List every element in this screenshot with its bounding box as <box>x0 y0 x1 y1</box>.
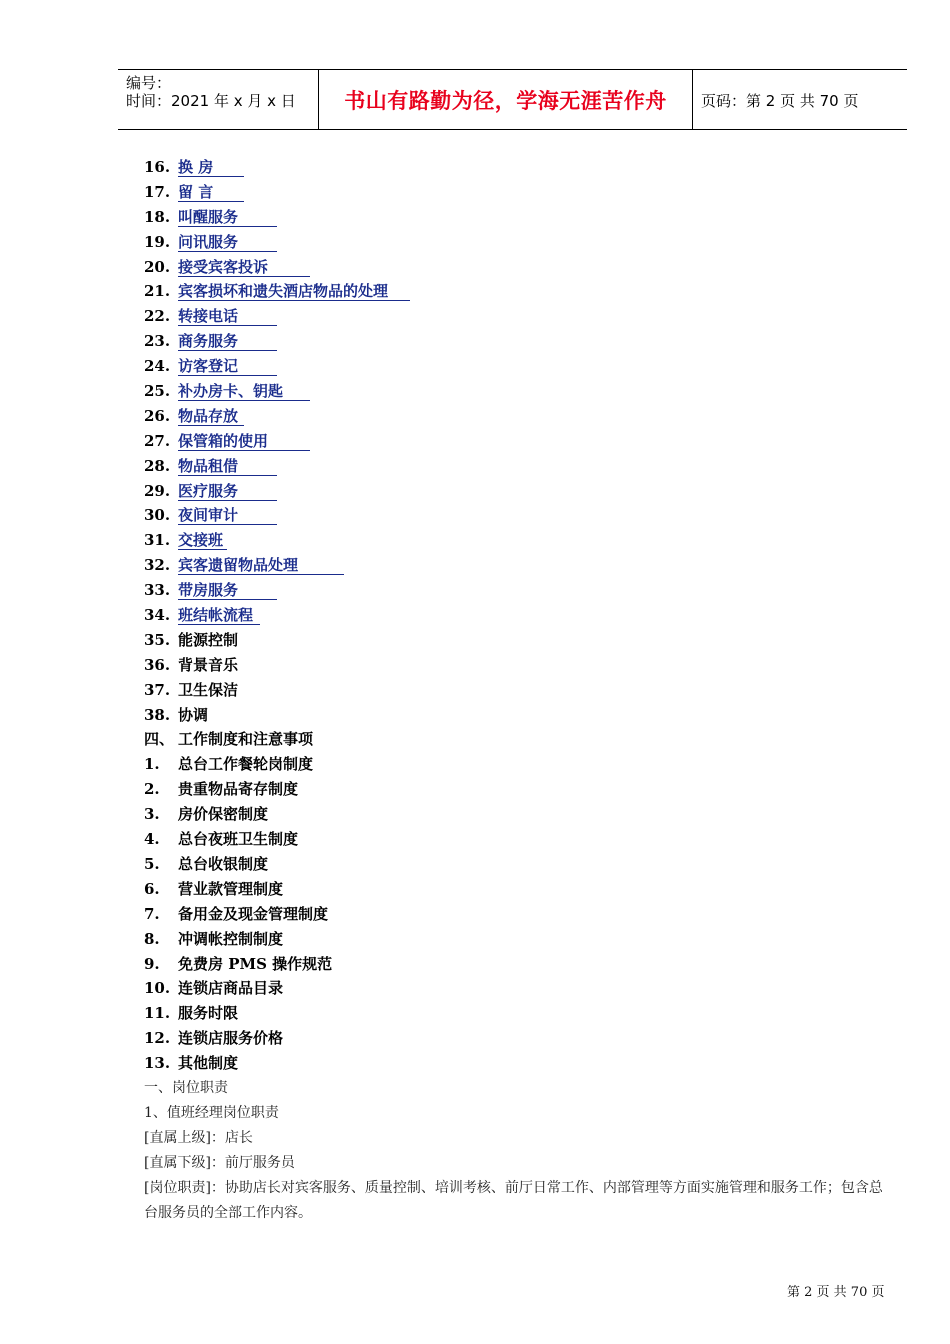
toc-item <box>144 1001 904 1026</box>
toc-item-number: 37. <box>144 680 171 699</box>
toc-item-label: 连锁店服务价格 <box>178 1029 284 1048</box>
toc-link[interactable]: 交接班 <box>178 532 227 550</box>
toc-link[interactable]: 问讯服务 <box>178 234 277 252</box>
toc-link[interactable]: 留 言 <box>178 184 244 202</box>
toc-item-label: 总台夜班卫生制度 <box>178 830 299 849</box>
toc-item-number: 22. <box>144 307 171 326</box>
toc-item-label: 冲调帐控制制度 <box>178 929 284 948</box>
toc-item <box>144 354 904 379</box>
section-heading: 一、岗位职责 <box>144 1080 228 1096</box>
toc-item <box>144 976 904 1001</box>
toc-item-number: 31. <box>144 531 171 550</box>
toc-item-label: 贵重物品寄存制度 <box>178 780 299 799</box>
direct-superior: [直属上级]：店长 <box>144 1130 253 1146</box>
toc-item-number: 34. <box>144 606 171 625</box>
toc-item <box>144 653 904 678</box>
toc-item-number: 27. <box>144 431 171 450</box>
toc-item-number: 7. <box>144 904 160 923</box>
toc-item <box>144 902 904 927</box>
toc-item-number: 35. <box>144 630 171 649</box>
direct-subordinate: [直属下级]：前厅服务员 <box>144 1155 295 1171</box>
toc-item <box>144 230 904 255</box>
toc-item-number: 20. <box>144 257 171 276</box>
header-motto-cell <box>318 70 693 129</box>
toc-link[interactable]: 物品租借 <box>178 458 277 476</box>
toc-item-number: 13. <box>144 1054 171 1073</box>
toc-item <box>144 1026 904 1051</box>
toc-item-number: 5. <box>144 854 160 873</box>
toc-item-label: 备用金及现金管理制度 <box>178 904 329 923</box>
toc-item <box>144 304 904 329</box>
toc-item-number: 18. <box>144 207 171 226</box>
toc-item <box>144 827 904 852</box>
toc-item-number: 19. <box>144 232 171 251</box>
toc-item-number: 12. <box>144 1029 171 1048</box>
toc-link[interactable]: 商务服务 <box>178 333 277 351</box>
toc-link[interactable]: 访客登记 <box>178 358 277 376</box>
toc-item-number: 33. <box>144 581 171 600</box>
toc-item-number: 30. <box>144 506 171 525</box>
toc-item <box>144 628 904 653</box>
toc-item-number: 36. <box>144 655 171 674</box>
toc-item-number: 1. <box>144 755 160 774</box>
toc-item-number: 28. <box>144 456 171 475</box>
toc-item-label: 连锁店商品目录 <box>178 979 284 998</box>
toc-item <box>144 503 904 528</box>
toc-item <box>144 279 904 304</box>
toc-item <box>144 703 904 728</box>
toc-item-label: 协调 <box>178 705 209 724</box>
toc-item <box>144 205 904 230</box>
toc-item-number: 24. <box>144 357 171 376</box>
toc-link[interactable]: 班结帐流程 <box>178 607 260 625</box>
toc-item <box>144 329 904 354</box>
document-body <box>144 1076 889 1226</box>
toc-item-label: 工作制度和注意事项 <box>178 730 314 749</box>
header-motto: 书山有路勤为径，学海无涯苦作舟 <box>344 89 667 113</box>
table-of-contents <box>144 155 904 1076</box>
toc-item <box>144 877 904 902</box>
header-page-number: 页码：第 2 页 共 70 页 <box>701 92 859 110</box>
toc-item-label: 其他制度 <box>178 1054 239 1073</box>
toc-item-label: 背景音乐 <box>178 655 239 674</box>
toc-link[interactable]: 物品存放 <box>178 408 244 426</box>
toc-link[interactable]: 夜间审计 <box>178 507 277 525</box>
toc-item-label: 房价保密制度 <box>178 805 269 824</box>
toc-item <box>144 927 904 952</box>
toc-item-number: 38. <box>144 705 171 724</box>
toc-link[interactable]: 宾客遗留物品处理 <box>178 557 344 575</box>
toc-item-number: 四、 <box>144 730 175 749</box>
toc-item <box>144 1051 904 1076</box>
header-info-cell <box>118 70 318 129</box>
toc-item-number: 8. <box>144 929 160 948</box>
toc-link[interactable]: 补办房卡、钥匙 <box>178 383 310 401</box>
toc-item-number: 25. <box>144 382 171 401</box>
toc-link[interactable]: 叫醒服务 <box>178 209 277 227</box>
toc-item-label: 总台收银制度 <box>178 854 269 873</box>
toc-item <box>144 678 904 703</box>
toc-item-number: 29. <box>144 481 171 500</box>
toc-item <box>144 528 904 553</box>
toc-item-number: 3. <box>144 805 160 824</box>
toc-item-label: 营业款管理制度 <box>178 879 284 898</box>
subsection-heading: 1、值班经理岗位职责 <box>144 1105 279 1121</box>
header-date: 时间：2021 年 x 月 x 日 <box>126 92 296 110</box>
toc-link[interactable]: 接受宾客投诉 <box>178 259 310 277</box>
toc-item-label: 免费房 PMS 操作规范 <box>178 954 333 973</box>
toc-link[interactable]: 宾客损坏和遗失酒店物品的处理 <box>178 283 410 301</box>
page-footer: 第 2 页 共 70 页 <box>787 1285 885 1300</box>
toc-item-number: 17. <box>144 182 171 201</box>
job-duties: [岗位职责]：协助店长对宾客服务、质量控制、培训考核、前厅日常工作、内部管理等方面实施管理和服务工作；包含总台服务员的全部工作内容。 <box>144 1180 883 1221</box>
toc-item <box>144 727 904 752</box>
toc-item <box>144 752 904 777</box>
toc-link[interactable]: 保管箱的使用 <box>178 433 310 451</box>
toc-item <box>144 852 904 877</box>
toc-item-number: 23. <box>144 332 171 351</box>
page-header <box>118 69 907 130</box>
toc-item <box>144 553 904 578</box>
toc-item-number: 32. <box>144 556 171 575</box>
toc-item <box>144 180 904 205</box>
toc-link[interactable]: 转接电话 <box>178 308 277 326</box>
toc-item <box>144 802 904 827</box>
toc-item-number: 2. <box>144 780 160 799</box>
toc-item <box>144 255 904 280</box>
toc-item <box>144 952 904 977</box>
toc-item-number: 9. <box>144 954 160 973</box>
toc-item <box>144 603 904 628</box>
toc-item-label: 能源控制 <box>178 630 239 649</box>
toc-item-label: 总台工作餐轮岗制度 <box>178 755 314 774</box>
toc-item-number: 21. <box>144 282 171 301</box>
toc-link[interactable]: 带房服务 <box>178 582 277 600</box>
toc-item-label: 卫生保洁 <box>178 680 239 699</box>
toc-item-number: 26. <box>144 406 171 425</box>
toc-item <box>144 404 904 429</box>
header-serial: 编号： <box>126 74 172 92</box>
toc-link[interactable]: 换 房 <box>178 159 244 177</box>
toc-item-number: 6. <box>144 879 160 898</box>
toc-item <box>144 379 904 404</box>
toc-item <box>144 777 904 802</box>
toc-item-number: 11. <box>144 1004 171 1023</box>
header-page-cell <box>692 70 907 129</box>
toc-item-number: 16. <box>144 158 171 176</box>
toc-item-number: 4. <box>144 830 160 849</box>
toc-link[interactable]: 医疗服务 <box>178 483 277 501</box>
toc-item-label: 服务时限 <box>178 1004 239 1023</box>
toc-item <box>144 454 904 479</box>
toc-item <box>144 578 904 603</box>
toc-item <box>144 479 904 504</box>
toc-item <box>144 155 904 180</box>
toc-item <box>144 429 904 454</box>
toc-item-number: 10. <box>144 979 171 998</box>
